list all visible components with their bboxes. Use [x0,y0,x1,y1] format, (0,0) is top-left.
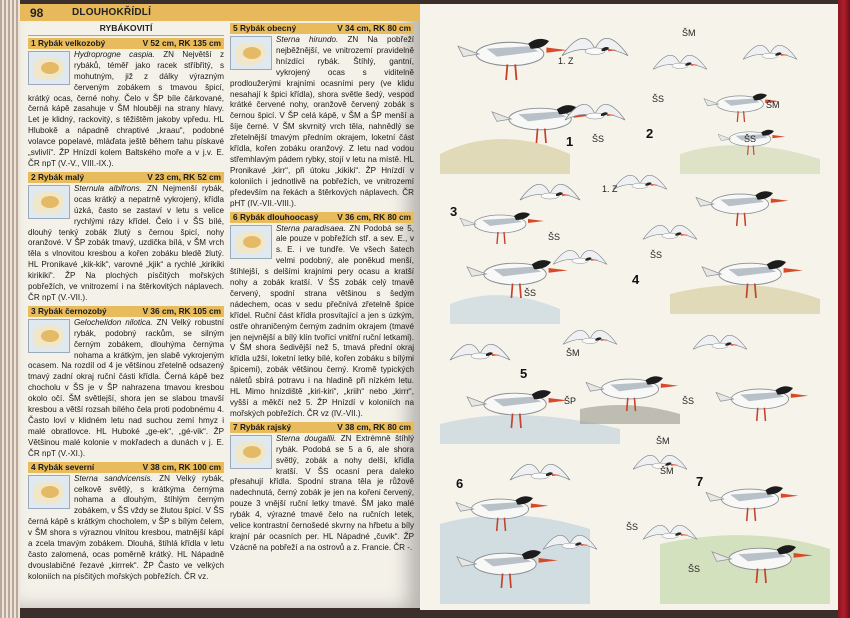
plumage-label: ŠS [626,522,639,532]
left-page [20,4,420,608]
species-size: V 34 cm, RK 80 cm [337,23,411,33]
range-map-icon [28,475,70,509]
plumage-label: ŠM [766,100,780,110]
range-map-icon [230,36,272,70]
species-description: ZN Velký rybák, celkově světlý, s krátkýma černýma nohama a dlouhým, štíhlým černým zobákem, v ŠS vždy se žlutou špicí. V ŠS černá kápě s krátkým chocholem, v ŠP s bílým čelem, v ŠM shora s výraznou vlnitou kresbou, matnější kápí a zcela tmavým zobákem. Dlouhá, štíhlá křídla v letu často zalomená, ocas poměrně krátký. HL Nápadně dvouslabičné řezavé „kirrrek“. ŽP Často ve velkých koloniích na písčitých mořských pobřežích. ČR vz. [28,473,225,581]
page-number: 98 [30,6,44,20]
plumage-label: ŠP [564,396,577,406]
plumage-label: ŠS [650,250,663,260]
running-header: DLOUHOKŘÍDLÍ [72,7,152,18]
species-size: V 52 cm, RK 135 cm [142,37,221,48]
species-name: Rybák velkozobý [37,37,106,48]
species-body [28,318,224,460]
book-cover-edge [838,0,850,618]
species-name: Rybák dlouhoocasý [239,211,319,222]
section-title: RYBÁKOVITÍ [28,23,224,36]
species-description: ZN Podobá se 5, ale pouze v pobřežích stř. a sev. E., v s. E. i ve tundře. Ve všech šatech velmi podobný, ale poněkud menší, štíhlejší, s delšími krajními pery ocasu a kratší nohy a zobák kratší. V ŠS zobák celý tmavě červený, spodní strana většinou s šedým nádechem, ocas v sedu přečnívá zřetelně špice křídel. Ruční část křídla prosvítající a jen s úzkým, ostře ohraničeným černým zadním okrajem (tmavé jen nejvnější a bílý klín tvořící vnitřní ruční letkami). V ŠM shora šedivější než 5, tmavá přední okraj křídla užší, loketní letky bílé, kořen zobáku s bílými špicemi), zobák většinou černý. Kromě typických náletů sbírá potravu i na hladině při nízkém letu. HL Mimo hnízdiště „kiri-kiri“, „kriih“ nebo „kirrr“, vyšší a měkčí než 5. ŽP Hnízdí v koloniích na mořských pobřežích. ČR vz (IV.-VII.). [230,223,414,418]
species-name: Rybák černozobý [37,305,107,316]
plumage-label: ŠM [660,466,674,476]
species-header [28,172,224,183]
species-size: V 38 cm, RK 80 cm [337,421,411,432]
plate-number: 6 [456,476,464,491]
text-column-left [28,23,224,585]
species-size: V 23 cm, RK 52 cm [147,171,221,182]
plate-number: 4 [632,272,640,287]
species-name: Rybák rajský [239,421,292,432]
plumage-label: ŠS [524,288,537,298]
range-map-icon [230,225,272,259]
plumage-label: ŠS [744,134,757,144]
latin-name: Sternula albifrons. [74,183,142,193]
range-map-icon [28,319,70,353]
plumage-label: ŠS [682,396,695,406]
species-entry-1 [28,38,224,170]
species-header [28,306,224,317]
plumage-label: ŠS [652,94,665,104]
range-map-icon [230,435,272,469]
species-description: ZN Velký robustní rybák, podobný rackům, se silným černým zobákem, dlouhýma černýma nohama a krátkým, jen slabě vykrojeným ocasem. Na rozdíl od 4 je většinou zřetelně odsazený tmavý zadní okraj ruční části křídla. Černá kápě bez chocholu v ŠS je v ŠP nahrazena tmavou kresbou okolo očí. ŠM světlejší, shora jen se slabou tmavší kresbou a větší rozsah bílého čela proti podobnému 4. Často loví v klidném letu nad suchou zemí hmyz i malé obratlovce. HL Huboké „ge-ek“, „gé-vik“. ŽP Většinou malé kolonie v mokřadech a dunách v j. E. ČR npT (V.-XI.). [28,317,224,458]
plate-number: 5 [520,366,528,381]
plumage-label: ŠM [656,436,670,446]
species-body [230,434,414,554]
range-map-icon [28,51,70,85]
plumage-label: ŠS [592,134,605,144]
latin-name: Sterna paradisaea. [276,223,346,233]
species-number: 2 [31,171,36,182]
species-number: 3 [31,305,36,316]
plate-number: 7 [696,474,704,489]
species-size: V 38 cm, RK 100 cm [142,461,221,472]
species-number: 6 [233,211,238,222]
plate-number: 2 [646,126,654,141]
species-header [230,422,414,433]
species-name: Rybák obecný [239,23,297,33]
species-number: 5 [233,23,238,33]
species-body [230,35,414,210]
plumage-label: ŠM [566,348,580,358]
species-number: 4 [31,461,36,472]
plumage-label: ŠS [548,232,561,242]
latin-name: Sterna hirundo. [276,35,339,44]
plumage-label: ŠM [682,28,696,38]
right-page-plate [420,4,838,610]
species-body [28,184,224,304]
text-column-right [230,23,414,556]
plumage-label: 1. Z [602,184,618,194]
species-name: Rybák severní [37,461,95,472]
latin-name: Sterna dougallii. [276,433,337,443]
species-header [28,38,224,49]
species-number: 1 [31,37,36,48]
plumage-label: 1. Z [558,56,574,66]
species-header [28,462,224,473]
plumage-label: ŠS [688,564,701,574]
species-entry-5 [230,23,414,210]
range-map-icon [28,185,70,219]
latin-name: Sterna sandvicensis. [74,473,153,483]
species-entry-6 [230,212,414,420]
species-description: ZN Nejmenší rybák, ocas krátký a nepatrně vykrojený, křídla úzká, často se zastaví v letu s velice rychlými rázy křídel. Čelo i v ŠS bílé, dlouhý tenký zobák žlutý s černou špicí, nohy oranžové. V ŠP zobák tmavý, uzdička bílá, v ŠM vrch těla s vlnovitou kresbou a kořen zobáku bledě žlutý. HL Pronikavé „kik-kik“, varovné „kjik“ a rychlé „kirikiki kirikiki“. ŽP Na plochých písčitých mořských pobřežích, ve vnitrozemí i na štěrkovitých náplavech. ČR npT (V.-VII.). [28,183,224,302]
plate-number: 3 [450,204,458,219]
plate-number: 1 [566,134,574,149]
species-entry-2 [28,172,224,304]
species-size: V 36 cm, RK 80 cm [337,211,411,222]
species-size: V 36 cm, RK 105 cm [142,305,221,316]
species-header [230,23,414,34]
species-body [28,474,224,583]
species-entry-4 [28,462,224,583]
species-number: 7 [233,421,238,432]
latin-name: Gelochelidon nilotica. [74,317,153,327]
species-description: ZN Extrémně štíhlý rybák. Podobá se 5 a 6, ale shora světlý, zobák a nohy delší, křídla kratší. V ŠS ocasní pera daleko přesahují křídla. Spodní strana těla je růžově nadechnutá, černý zobák je jen na kořeni červený, pouze 3 vnější ruční letky tmavé. ŠM jako malé rybák 4, výrazné tmavé čelo na ručních letek, velice kontrastní černošedé skvrny na hřbetu a bíly krajní pár ocasních per. HL Nápadné „čuvik“. ŽP Vzácně na pobřeží a na ostrovů a z. Francie. ČR -. [230,433,414,552]
species-description: ZN Největší z rybáků, téměř jako racek stříbřitý, s mohutným, již z dálky výrazným červeným zobákem s tmavou špicí, krátký ocas, černé nohy. Čelo v ŠP bíle čárkované, černá kápě zasahuje v ŠM hlouběji na strany hlavy. Let je klidný, rackovitý, s těžištěm jakoby vpředu. HL Hlubokě a nápadně chraptivé „kraau“, podobné volavce popelavé, mláďata ještě během tahu pískavé „svlivlí“. ŽP Hnízdí kolem Baltského moře a v j.v. E. ČR npT (V.-V., VIII.-IX.). [28,49,225,168]
species-entry-3 [28,306,224,460]
species-body [230,224,414,420]
species-header [230,212,414,223]
species-description: ZN Na pobřeží nejběžnější, ve vnitrozemí pravidelně hnízdící rybák. Štíhlý, gantní, vykrojený ocas s viditelně prodloužerými krajními ocasními pery (ve klidu nesahají k špici křídla), shora světle šedý, vespod krátké červené nohy, oranžově červený zobák s černou špicí. V ŠP celá kápě, v ŠM a ŠP menší a šíje černé. V ŠM skvrnitý vrch těla, nahnědlý se zřetelnější tmavým předním okrajem, loketní část křídla, kořen zobáku oranžový. Z letu nad vodou střemhlavým pádem rybky, stojí v letu na místě. HL Pronikavé „kirr“, při útoku „kikiki“. ŽP Hnízdí v koloniích i jednotlivě na pobřežích, ve vnitrozemí především na řekách a štěrkových náplavech. ČR pHT (IV.-VII.-VIII.). [230,35,414,208]
species-entry-7 [230,422,414,554]
species-body [28,50,224,170]
page-stack-edge [0,0,20,618]
tern-illustration-plate [420,4,838,610]
species-name: Rybák malý [37,171,85,182]
latin-name: Hydroprogne caspia. [74,49,155,59]
